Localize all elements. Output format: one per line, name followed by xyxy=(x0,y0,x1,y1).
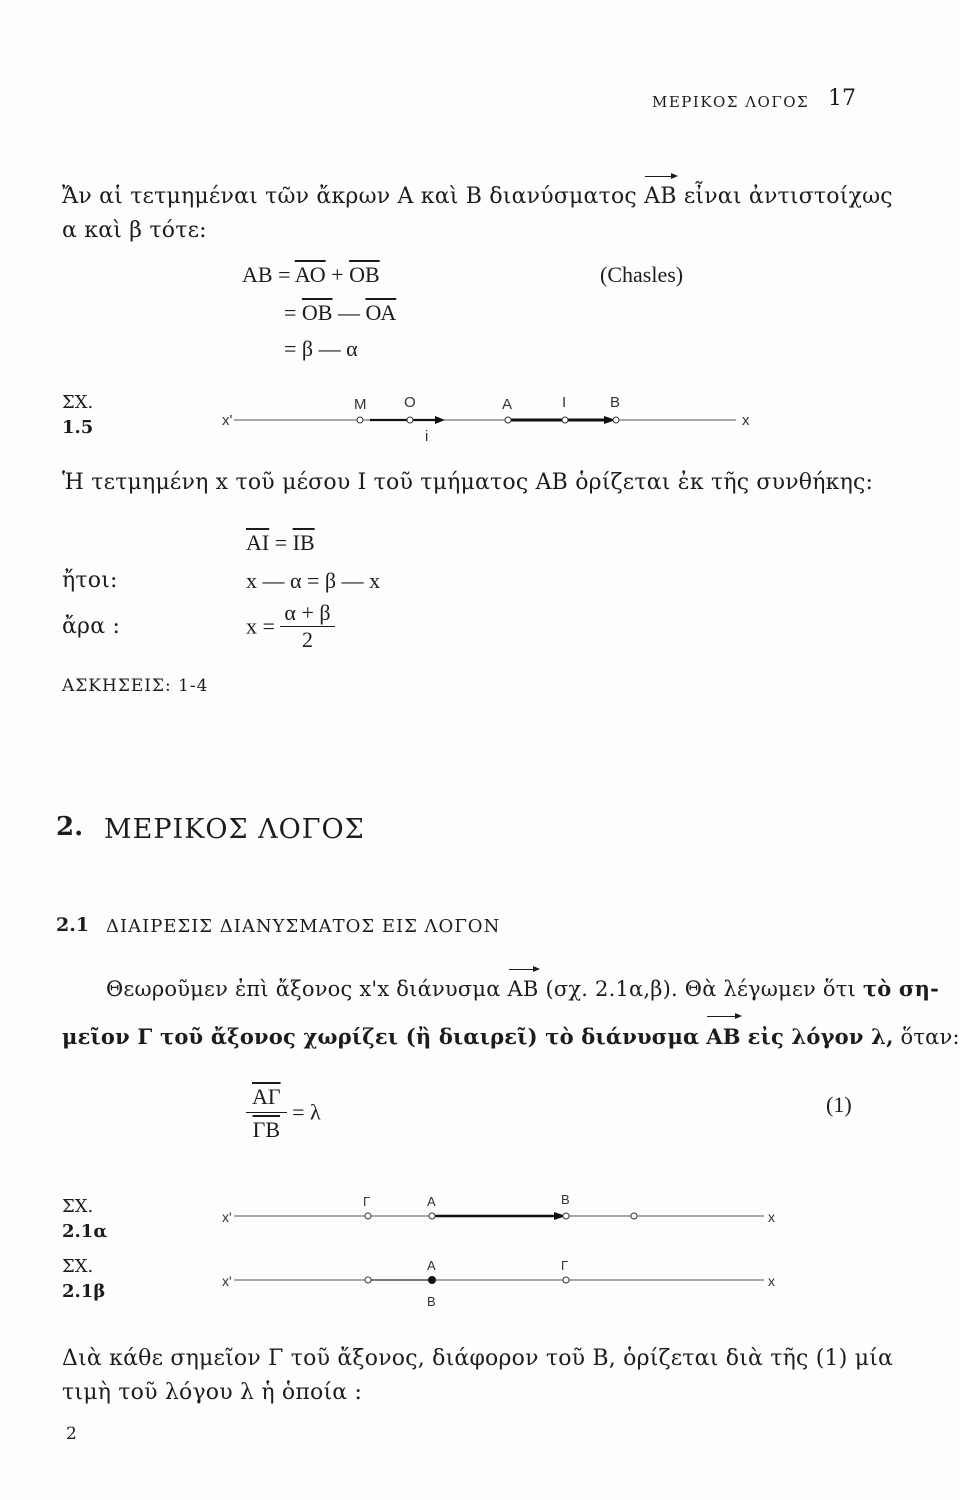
label-itoi: ἤτοι: xyxy=(62,568,118,593)
vector-ab: ΑΒ xyxy=(644,184,677,209)
segment-ag: $\overline{A\Gamma}$ xyxy=(252,1084,281,1109)
midpoint-eq-3 xyxy=(246,600,335,653)
minus-sign: — xyxy=(337,300,360,325)
definition-emphasis: τὸ ση- xyxy=(862,976,939,1001)
plus-sign: + xyxy=(331,262,344,287)
figure-label-number: 2.1β xyxy=(62,1281,106,1302)
closing-line-1: Διὰ κάθε σημεῖον Γ τοῦ ἄξονος, διάφορον τοῦ Β, ὁρίζεται διὰ τῆς (1) μία xyxy=(62,1346,894,1371)
figure-label-number: 2.1α xyxy=(62,1221,108,1242)
definition-text: Θεωροῦμεν ἐπὶ ἄξονος x'x διάνυσμα xyxy=(106,977,501,1001)
segment-ob: $\overline{OB}$ xyxy=(301,300,333,325)
label-a: A xyxy=(502,396,513,413)
point-a-b xyxy=(429,1277,436,1284)
equals-sign: = xyxy=(284,300,297,325)
label-i: I xyxy=(562,394,567,411)
axis-label-right: x xyxy=(768,1209,775,1225)
point-b xyxy=(613,417,619,423)
axis-label-left: x' xyxy=(222,412,233,429)
running-title: ΜΕΡΙΚΟΣ ΛΟΓΟΣ xyxy=(652,93,810,111)
figure-2-1a-axis xyxy=(220,1192,780,1232)
closing-line-2: τιμὴ τοῦ λόγου λ ἡ ὁποία : xyxy=(62,1380,363,1405)
figure-2-1a-label xyxy=(62,1196,107,1242)
point-i xyxy=(562,417,568,423)
section-number: 2. xyxy=(56,812,84,842)
vector-ab: ΑΒ xyxy=(706,1024,741,1049)
segment-ai: $\overline{AI}$ xyxy=(246,530,270,555)
ratio-numerator xyxy=(246,1082,287,1113)
segment-oa: $\overline{OA}$ xyxy=(365,300,397,325)
subsection-title: ΔΙΑΙΡΕΣΙΣ ΔΙΑΝΥΣΜΑΤΟΣ ΕΙΣ ΛΟΓΟΝ xyxy=(106,916,501,937)
point-o xyxy=(407,417,413,423)
definition-emphasis: μεῖον Γ τοῦ ἄξονος χωρίζει (ἢ διαιρεῖ) τὸ διάνυσμα xyxy=(62,1024,700,1049)
midpoint-eq-2: x — α = β — x xyxy=(246,568,381,593)
point-g xyxy=(563,1277,569,1283)
figure-label-prefix: ΣΧ. xyxy=(62,1196,94,1217)
label-b: B xyxy=(561,1192,570,1207)
definition-emphasis: εἰς λόγον λ, xyxy=(747,1024,894,1049)
intro-line-2: α καὶ β τότε: xyxy=(62,218,207,243)
midpoint-eq-1 xyxy=(246,530,315,556)
figure-1-5-label xyxy=(62,392,93,438)
chasles-name: (Chasles) xyxy=(600,262,684,287)
label-m: M xyxy=(354,396,367,413)
point-m xyxy=(357,417,363,423)
definition-line-1 xyxy=(106,976,939,1001)
point-g xyxy=(365,1213,371,1219)
label-a: A xyxy=(427,1258,436,1273)
page-number: 17 xyxy=(828,86,856,111)
chasles-row-1 xyxy=(242,262,380,288)
definition-text: (σχ. 2.1α,β). Θὰ λέγωμεν ὅτι xyxy=(545,977,856,1001)
chasles-row-3 xyxy=(284,336,358,362)
figure-1-5-axis xyxy=(220,385,760,445)
figure-2-1b-label xyxy=(62,1256,105,1302)
segment-ib: $\overline{IB}$ xyxy=(292,530,315,555)
fraction-denominator: 2 xyxy=(301,627,313,652)
definition-line-2 xyxy=(62,1024,960,1049)
unit-arrowhead xyxy=(435,416,445,424)
axis-label-left: x' xyxy=(222,1273,232,1289)
ratio-denominator xyxy=(246,1113,287,1143)
equals-sign: = xyxy=(278,262,291,287)
x-equals: x = xyxy=(246,613,275,639)
figure-2-1b-axis xyxy=(220,1256,780,1318)
vector-ab: ΑΒ xyxy=(507,977,539,1001)
section-title: ΜΕΡΙΚΟΣ ΛΟΓΟΣ xyxy=(104,814,365,845)
figure-label-prefix: ΣΧ. xyxy=(62,392,94,413)
segment-ao: $\overline{AO}$ xyxy=(294,262,326,287)
equals-lambda: = λ xyxy=(292,1099,321,1125)
equals-sign: = xyxy=(274,530,288,555)
point-b xyxy=(563,1213,569,1219)
chasles-row-2 xyxy=(284,300,396,326)
beta-minus-alpha: β — α xyxy=(301,336,358,361)
axis-label-left: x' xyxy=(222,1209,232,1225)
axis-label-right: x xyxy=(768,1273,775,1289)
intro-text: Ἄν αἱ τετμημέναι τῶν ἄκρων Α καὶ Β διανύσματος xyxy=(62,184,637,209)
label-b: B xyxy=(610,394,621,411)
subsection-number: 2.1 xyxy=(56,914,90,936)
label-b: B xyxy=(427,1294,436,1309)
figure-label-number: 1.5 xyxy=(62,417,94,438)
equation-tag: (1) xyxy=(826,1092,852,1117)
segment-ob: $\overline{OB}$ xyxy=(349,262,380,287)
intro-text-end: εἶναι ἀντιστοίχως xyxy=(683,184,893,209)
label-o: O xyxy=(404,394,416,411)
axis-marker xyxy=(365,1277,371,1283)
label-a: A xyxy=(427,1194,436,1209)
ratio-fraction xyxy=(246,1082,287,1143)
fraction-numerator: α + β xyxy=(280,600,334,627)
segment-gb: ΓΒ xyxy=(252,1117,280,1142)
ratio-equation xyxy=(246,1082,321,1143)
label-ara: ἄρα : xyxy=(62,614,121,639)
midpoint-fraction xyxy=(280,600,334,653)
equals-sign: = xyxy=(284,336,297,361)
exercises-reference: ΑΣΚΗΣΕΙΣ: 1-4 xyxy=(62,676,209,696)
segment-ab: ΑΒ xyxy=(242,262,273,287)
midpoint-sentence: Ἡ τετμημένη x τοῦ μέσου Ι τοῦ τμήματος ΑΒ ὁρίζεται ἐκ τῆς συνθήκης: xyxy=(62,470,874,495)
label-g: Γ xyxy=(561,1258,569,1273)
figure-label-prefix: ΣΧ. xyxy=(62,1256,94,1277)
point-a xyxy=(505,417,511,423)
signature-mark: 2 xyxy=(66,1424,77,1444)
definition-text: ὅταν: xyxy=(900,1025,960,1049)
label-g: Γ xyxy=(363,1194,371,1209)
point-a xyxy=(429,1213,435,1219)
axis-marker xyxy=(631,1213,637,1219)
intro-line-1 xyxy=(62,184,893,209)
label-unit: i xyxy=(425,428,429,445)
axis-label-right: x xyxy=(742,412,750,429)
